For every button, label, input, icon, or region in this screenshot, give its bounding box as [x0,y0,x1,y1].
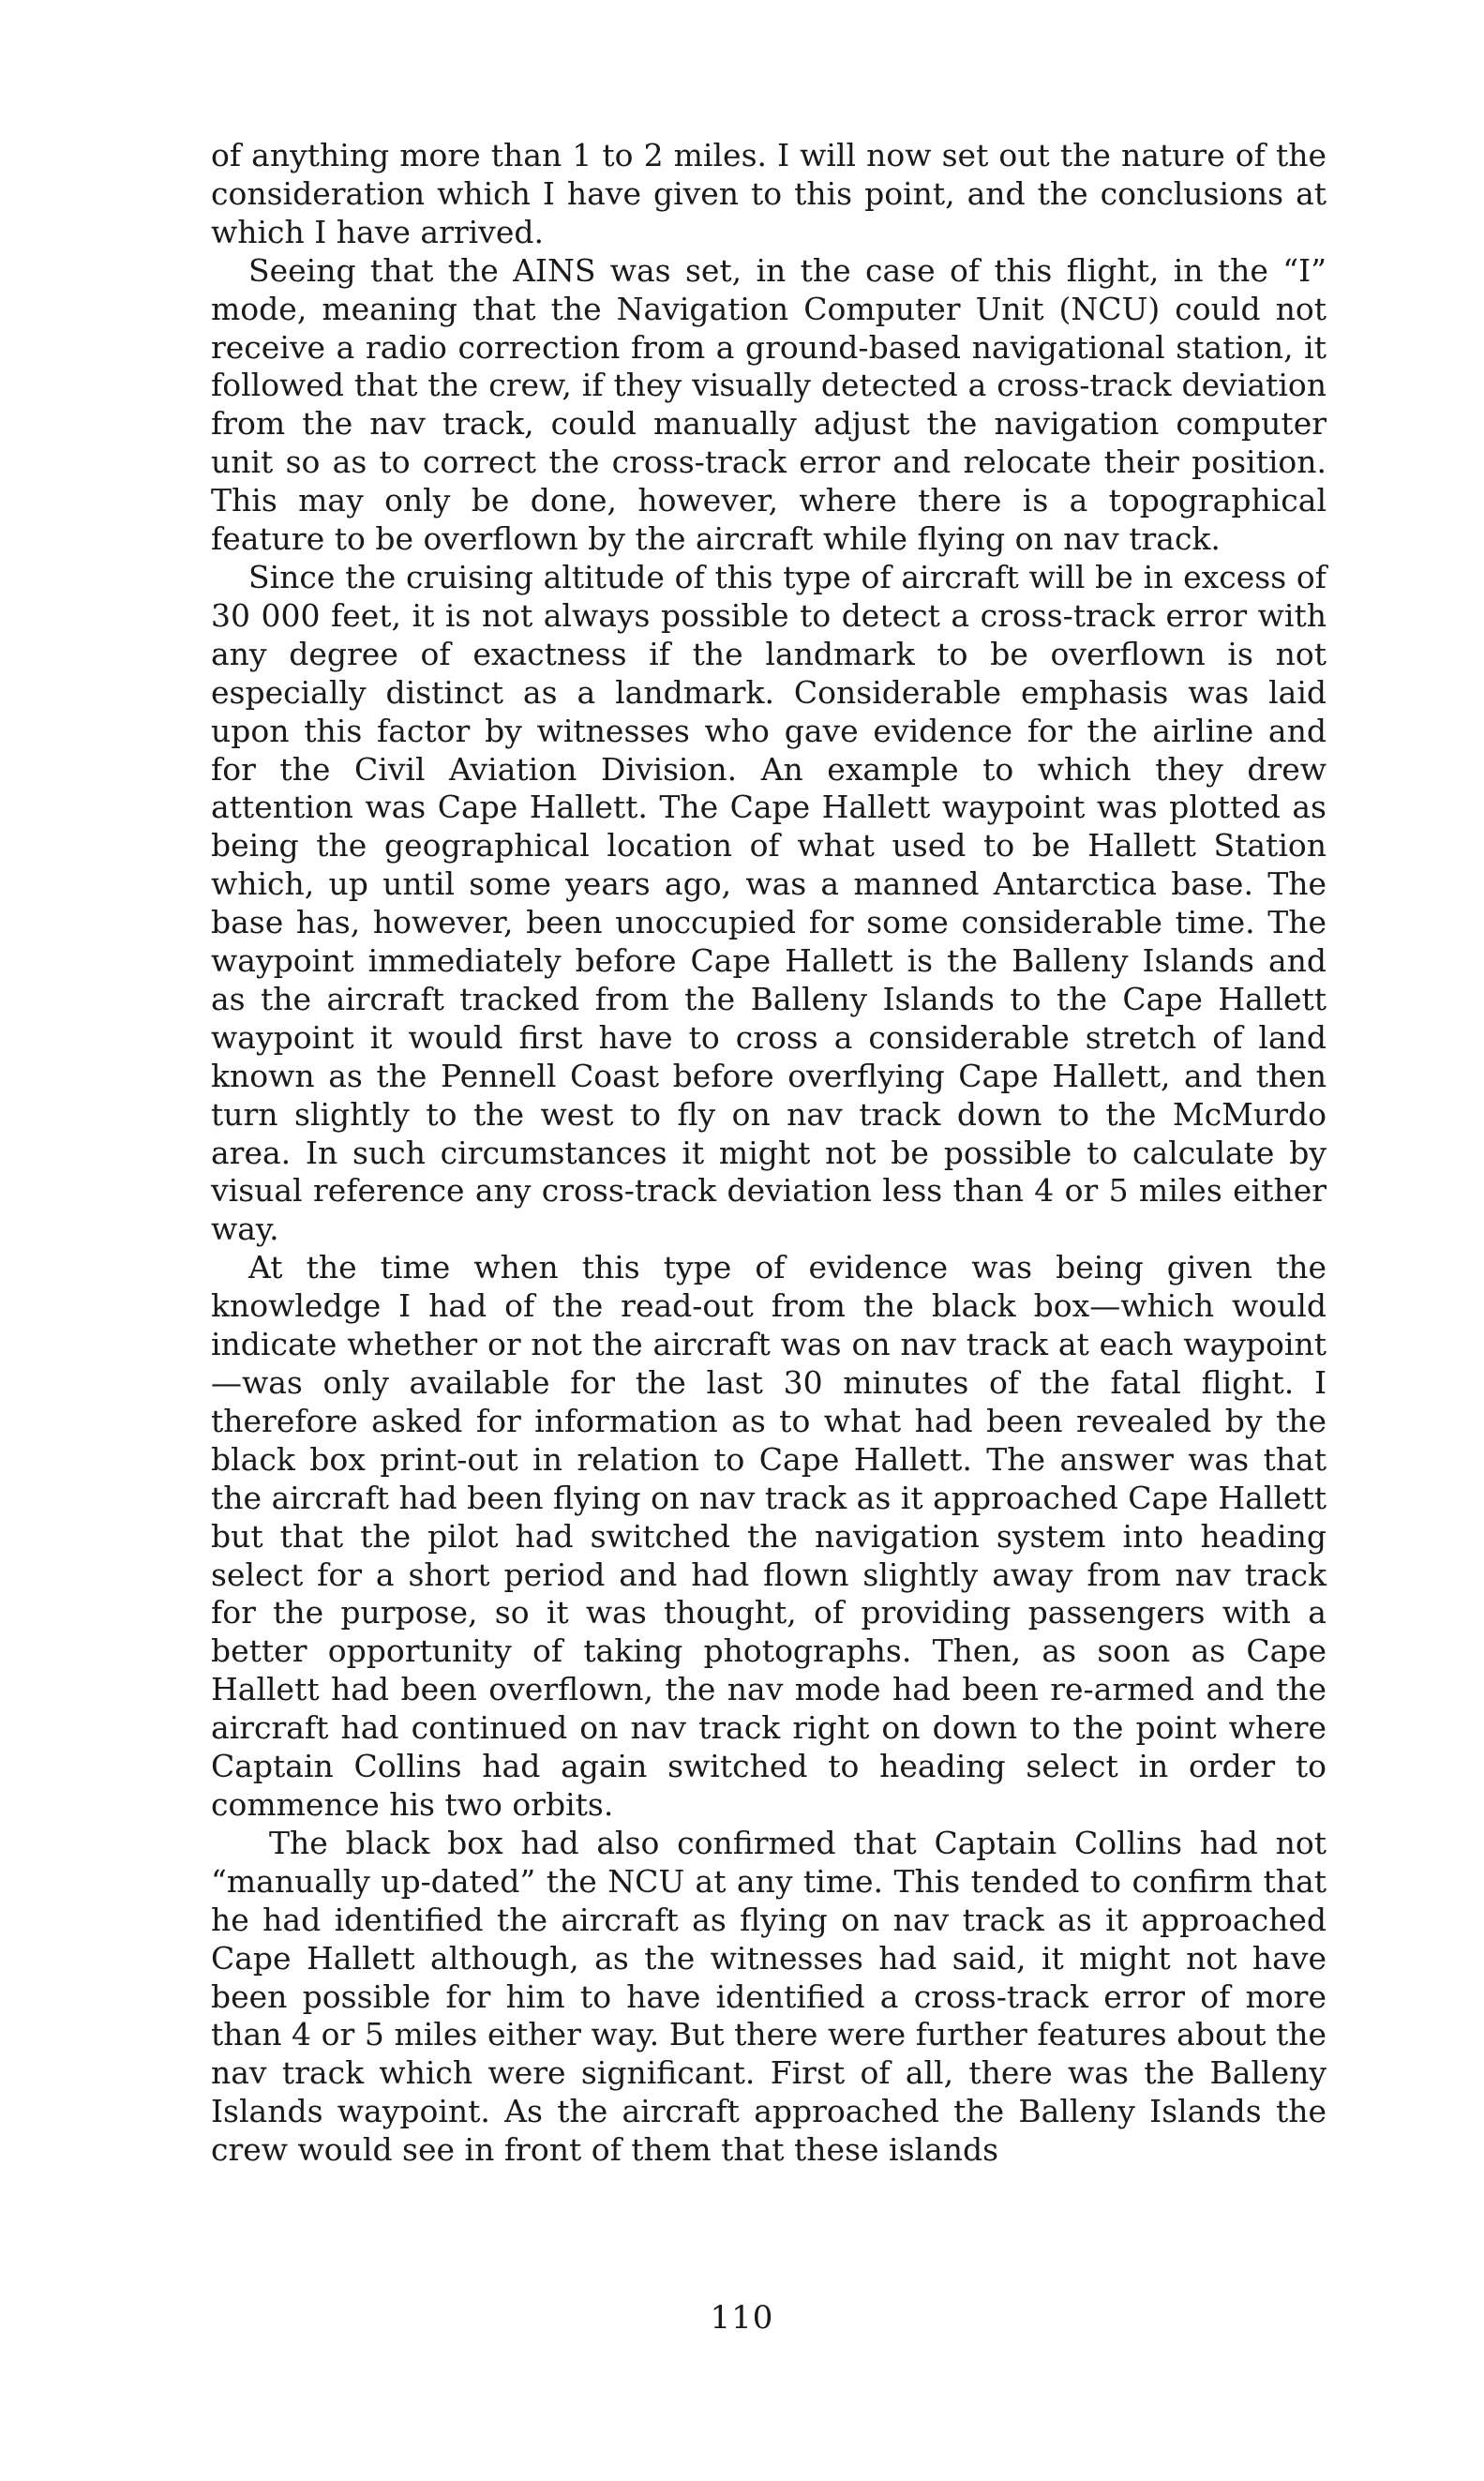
paragraph-cruising-altitude: Since the cruising altitude of this type of aircraft will be in excess of 30 000 feet, it is not always possible to detect a cross-track error with any degree of exactness if the landmark to be overflown is not especially distinct as a landmark. Considerable emphasis was laid upon this factor by witnesses who gave evidence for the airline and for the Civil Aviation Division. An example to which they drew attention was Cape Hallett. The Cape Hallett waypoint was plotted as being the geographical location of what used to be Hallett Station which, up until some years ago, was a manned Antarctica base. The base has, however, been unoccupied for some considerable time. The waypoint immediately before Cape Hallett is the Balleny Islands and as the aircraft tracked from the Balleny Islands to the Cape Hallett waypoint it would first have to cross a considerable stretch of land known as the Pennell Coast before overflying Cape Hallett, and then turn slightly to the west to fly on nav track down to the McMurdo area. In such circumstances it might not be possible to calculate by visual reference any cross-track deviation less than 4 or 5 miles either way. [211,558,1327,1248]
paragraph-continuation: of anything more than 1 to 2 miles. I will now set out the nature of the consideration which I have given to this point, and the conclusions at which I have arrived. [211,137,1327,250]
page-body [211,137,1327,2170]
paragraph-manual-update: The black box had also confirmed that Captain Collins had not “manually up-dated” the NCU at any time. This tended to confirm that he had identified the aircraft as flying on nav track as it approached Cape Hallett although, as the witnesses had said, it might not have been possible for him to have identified a cross-track error of more than 4 or 5 miles either way. But there were further features about the nav track which were significant. First of all, there was the Balleny Islands waypoint. As the aircraft approached the Balleny Islands the crew would see in front of them that these islands [211,1824,1327,2169]
page-number: 110 [710,2299,774,2337]
paragraph-ains-mode: Seeing that the AINS was set, in the case of this flight, in the “I” mode, meaning that the Navigation Computer Unit (NCU) could not receive a radio correction from a ground-based navigational station, it followed that the crew, if they visually detected a cross-track deviation from the nav track, could manually adjust the navigation computer unit so as to correct the cross-track error and relocate their position. This may only be done, however, where there is a topographical feature to be overflown by the aircraft while flying on nav track. [211,251,1327,558]
paragraph-black-box-evidence: At the time when this type of evidence was being given the knowledge I had of the read-out from the black box—which would indicate whether or not the aircraft was on nav track at each waypoint—was only available for the last 30 minutes of the fatal flight. I therefore asked for information as to what had been revealed by the black box print-out in relation to Cape Hallett. The answer was that the aircraft had been flying on nav track as it approached Cape Hallett but that the pilot had switched the navigation system into heading select for a short period and had flown slightly away from nav track for the purpose, so it was thought, of providing passengers with a better opportunity of taking photographs. Then, as soon as Cape Hallett had been overflown, the nav mode had been re-armed and the aircraft had continued on nav track right on down to the point where Captain Collins had again switched to heading select in order to commence his two orbits. [211,1249,1327,1823]
